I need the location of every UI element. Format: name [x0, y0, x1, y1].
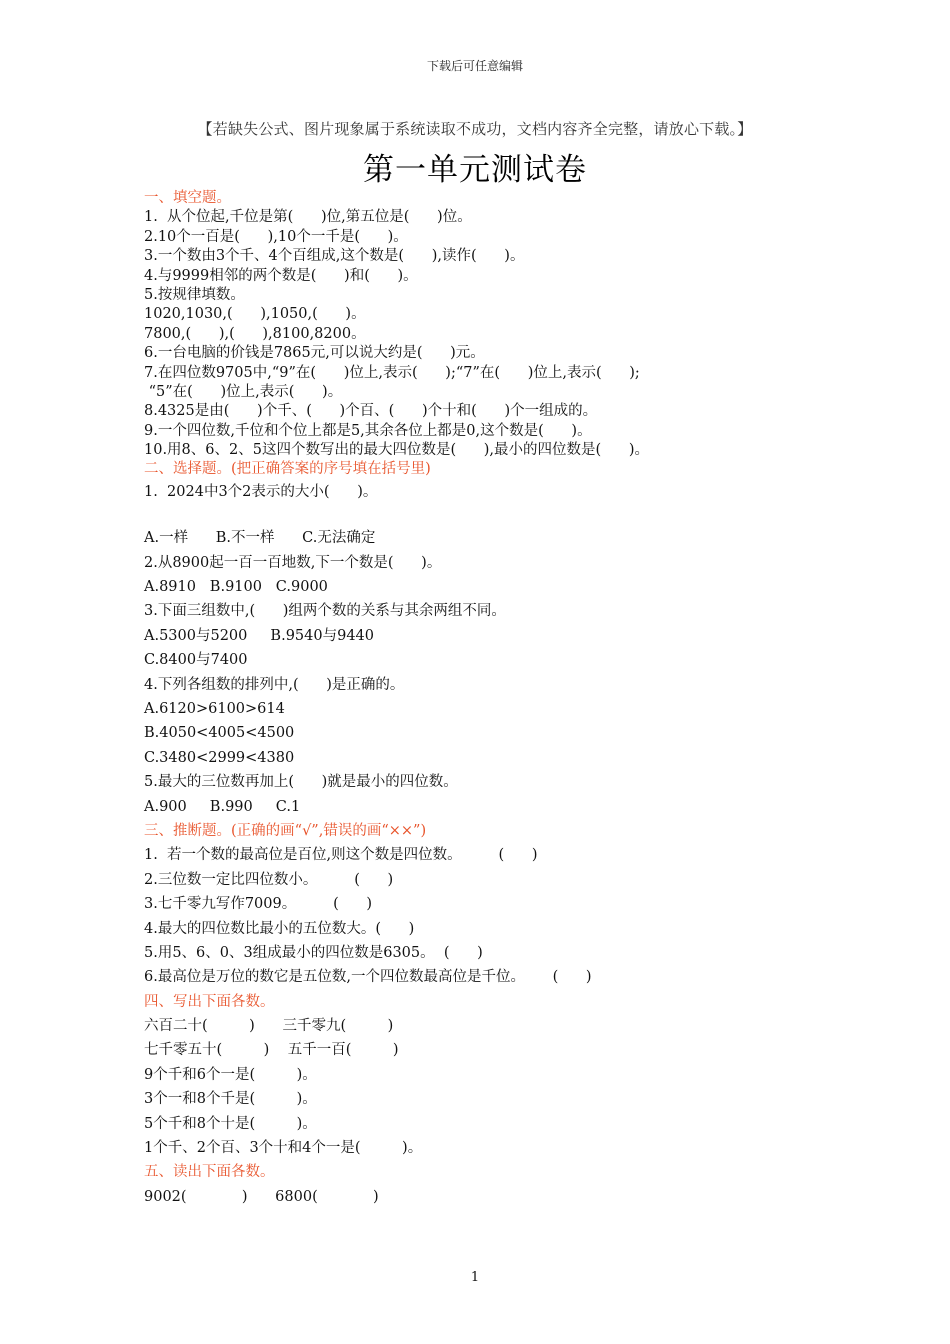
- section-heading-read-numbers: 五、读出下面各数。: [144, 1164, 275, 1181]
- section-heading-fill-blank: 一、填空题。: [144, 190, 231, 206]
- question-line: 9002( ) 6800( ): [144, 1188, 379, 1205]
- question-line: 3.下面三组数中,( )组两个数的关系与其余两组不同。: [144, 603, 506, 620]
- download-notice: 【若缺失公式、图片现象属于系统读取不成功，文档内容齐全完整，请放心下载。】: [197, 120, 753, 138]
- question-line: A.6120>6100>614: [144, 700, 285, 717]
- question-line: 3个一和8个千是( )。: [144, 1091, 317, 1108]
- question-line: 1. 若一个数的最高位是百位,则这个数是四位数。 ( ): [144, 847, 538, 864]
- question-line: 5个千和8个十是( )。: [144, 1115, 317, 1132]
- question-line: 1020,1030,( ),1050,( )。: [144, 306, 366, 323]
- question-line: 4.最大的四位数比最小的五位数大。( ): [144, 920, 415, 937]
- question-line: 六百二十( ) 三千零九( ): [144, 1018, 394, 1035]
- question-line: C.3480<2999<4380: [144, 749, 295, 766]
- section-heading-write-numbers: 四、写出下面各数。: [144, 993, 275, 1010]
- question-line: 2.10个一百是( ),10个一千是( )。: [144, 228, 408, 245]
- question-line: 4.与9999相邻的两个数是( )和( )。: [144, 267, 418, 284]
- question-line: 6.最高位是万位的数它是五位数,一个四位数最高位是千位。 ( ): [144, 969, 592, 986]
- question-line: 9个千和6个一是( )。: [144, 1066, 317, 1083]
- question-line: A.8910 B.9100 C.9000: [144, 579, 328, 596]
- page-header: 下载后可任意编辑: [426, 59, 523, 73]
- question-line: 7.在四位数9705中,“9”在( )位上,表示( );“7”在( )位上,表示( );: [144, 364, 640, 381]
- page-title: 第一单元测试卷: [363, 152, 587, 188]
- question-line: A.一样 B.不一样 C.无法确定: [144, 530, 376, 547]
- question-line: 9.一个四位数,千位和个位上都是5,其余各位上都是0,这个数是( )。: [144, 422, 592, 439]
- question-line: 5.最大的三位数再加上( )就是最小的四位数。: [144, 774, 458, 791]
- question-line: 5.用5、6、0、3组成最小的四位数是6305。 ( ): [144, 944, 483, 961]
- question-line: 7800,( ),( ),8100,8200。: [144, 325, 366, 342]
- page-number: 1: [470, 1270, 480, 1285]
- question-line: 6.一台电脑的价钱是7865元,可以说大约是( )元。: [144, 345, 485, 362]
- question-line: 4.下列各组数的排列中,( )是正确的。: [144, 676, 405, 693]
- question-line: 5.按规律填数。: [144, 286, 245, 303]
- question-line: 2.三位数一定比四位数小。 ( ): [144, 871, 394, 888]
- question-line: C.8400与7400: [144, 652, 248, 669]
- question-line: 3.一个数由3个千、4个百组成,这个数是( ),读作( )。: [144, 248, 525, 265]
- question-line: 七千零五十( ) 五千一百( ): [144, 1042, 399, 1059]
- worksheet-body: [144, 189, 824, 1209]
- question-line: 1. 2024中3个2表示的大小( )。: [144, 483, 378, 500]
- question-line: A.900 B.990 C.1: [144, 798, 301, 815]
- question-line: 1. 从个位起,千位是第( )位,第五位是( )位。: [144, 209, 472, 226]
- question-line: B.4050<4005<4500: [144, 725, 295, 742]
- question-line: 1个千、2个百、3个十和4个一是( )。: [144, 1140, 423, 1157]
- question-line: 3.七千零九写作7009。 ( ): [144, 896, 373, 913]
- question-line: A.5300与5200 B.9540与9440: [144, 627, 374, 644]
- section-heading-choice: 二、选择题。(把正确答案的序号填在括号里): [144, 461, 431, 478]
- question-line: 10.用8、6、2、5这四个数写出的最大四位数是( ),最小的四位数是( )。: [144, 442, 650, 459]
- question-line: 8.4325是由( )个千、( )个百、( )个十和( )个一组成的。: [144, 403, 598, 420]
- question-line: 2.从8900起一百一百地数,下一个数是( )。: [144, 554, 442, 571]
- section-heading-judgement: 三、推断题。(正确的画“√”,错误的画“××”): [144, 822, 427, 839]
- question-line: “5”在( )位上,表示( )。: [144, 383, 343, 400]
